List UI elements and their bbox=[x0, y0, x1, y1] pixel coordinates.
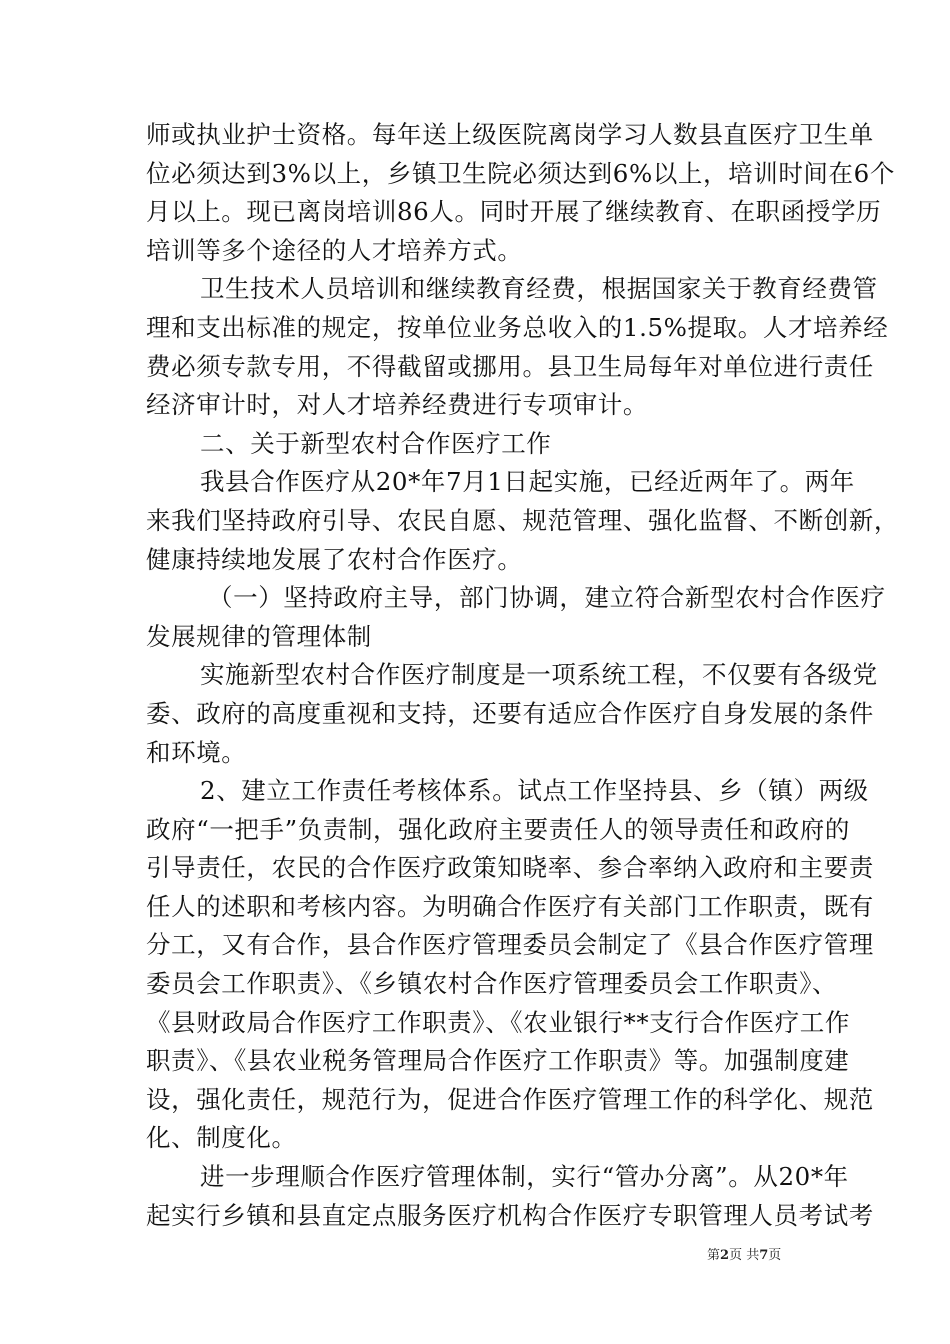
subsection-heading: 发展规律的管理体制 bbox=[146, 621, 372, 651]
footer-middle: 页 共 bbox=[729, 1248, 760, 1263]
footer-suffix: 页 bbox=[768, 1248, 782, 1263]
text-line: 实施新型农村合作医疗制度是一项系统工程，不仅要有各级党 bbox=[200, 660, 878, 690]
document-body bbox=[146, 116, 899, 1235]
text-line: 来我们坚持政府引导、农民自愿、规范管理、强化监督、不断创新， bbox=[146, 505, 899, 535]
text-line: 起实行乡镇和县直定点服务医疗机构合作医疗专职管理人员考试考 bbox=[146, 1200, 874, 1230]
text-line: 分工，又有合作，县合作医疗管理委员会制定了《县合作医疗管理 bbox=[146, 930, 874, 960]
text-line: 健康持续地发展了农村合作医疗。 bbox=[146, 544, 523, 574]
footer-prefix: 第 bbox=[707, 1248, 721, 1263]
text-line: 委、政府的高度重视和支持，还要有适应合作医疗自身发展的条件 bbox=[146, 698, 874, 728]
text-line: 月以上。现已离岗培训86人。同时开展了继续教育、在职函授学历 bbox=[146, 197, 882, 227]
text-line: 师或执业护士资格。每年送上级医院离岗学习人数县直医疗卫生单 bbox=[146, 120, 874, 149]
text-line: 政府“一把手”负责制，强化政府主要责任人的领导责任和政府的 bbox=[146, 814, 850, 844]
text-line: 费必须专款专用，不得截留或挪用。县卫生局每年对单位进行责任 bbox=[146, 351, 874, 381]
text-line: 《县财政局合作医疗工作职责》、《农业银行**支行合作医疗工作 bbox=[146, 1007, 850, 1037]
total-page-count: 7 bbox=[759, 1248, 769, 1263]
text-line: 培训等多个途径的人才培养方式。 bbox=[146, 235, 523, 265]
text-line: 位必须达到3%以上，乡镇卫生院必须达到6%以上，培训时间在6个 bbox=[146, 158, 895, 188]
text-line: 委员会工作职责》、《乡镇农村合作医疗管理委员会工作职责》、 bbox=[146, 969, 838, 999]
text-line: 理和支出标准的规定，按单位业务总收入的1.5%提取。人才培养经 bbox=[146, 312, 889, 342]
section-heading: 二、关于新型农村合作医疗工作 bbox=[200, 428, 552, 458]
text-line: 化、制度化。 bbox=[146, 1123, 297, 1153]
text-line: 职责》、《县农业税务管理局合作医疗工作职责》等。加强制度建 bbox=[146, 1046, 850, 1076]
text-line: 进一步理顺合作医疗管理体制，实行“管办分离”。从20*年 bbox=[200, 1162, 849, 1192]
text-line: 我县合作医疗从20*年7月1日起实施，已经近两年了。两年 bbox=[200, 467, 855, 497]
page-footer bbox=[707, 1247, 781, 1265]
text-line: 任人的述职和考核内容。为明确合作医疗有关部门工作职责，既有 bbox=[146, 891, 874, 921]
subsection-heading: （一）坚持政府主导，部门协调，建立符合新型农村合作医疗 bbox=[208, 583, 886, 613]
text-line: 设，强化责任，规范行为，促进合作医疗管理工作的科学化、规范 bbox=[146, 1084, 874, 1114]
text-line: 2、建立工作责任考核体系。试点工作坚持县、乡（镇）两级 bbox=[200, 776, 869, 806]
text-line: 和环境。 bbox=[146, 737, 247, 767]
text-line: 引导责任，农民的合作医疗政策知晓率、参合率纳入政府和主要责 bbox=[146, 853, 874, 883]
text-line: 经济审计时，对人才培养经费进行专项审计。 bbox=[146, 390, 648, 420]
text-line: 卫生技术人员培训和继续教育经费，根据国家关于教育经费管 bbox=[200, 274, 878, 304]
current-page-number: 2 bbox=[720, 1248, 730, 1263]
